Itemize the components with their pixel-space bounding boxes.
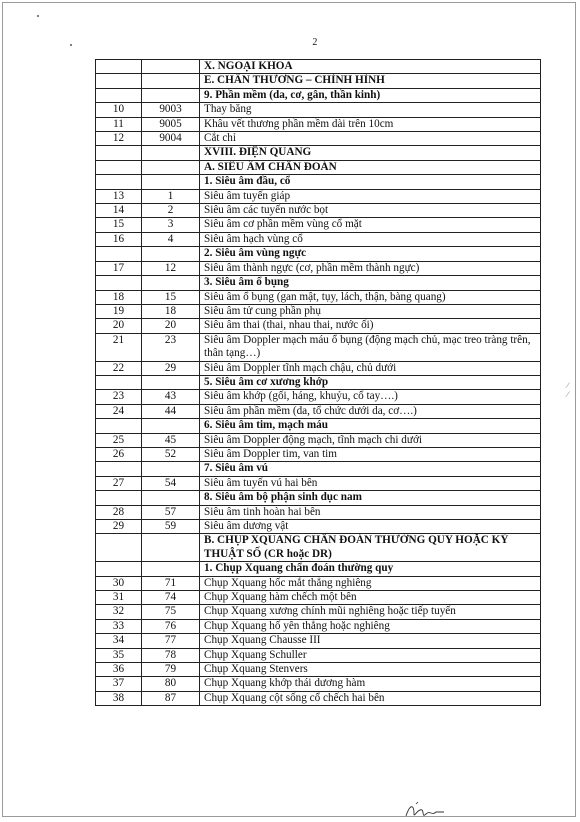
row-number-cell [96, 375, 142, 389]
row-number-cell [96, 534, 142, 562]
section-heading-row [96, 247, 541, 261]
service-name-cell: Siêu âm phần mềm (da, tổ chức dưới da, cơ….) [200, 404, 541, 418]
service-code-cell [142, 419, 200, 433]
table-row [96, 117, 541, 131]
section-heading-row [96, 74, 541, 88]
service-name-cell: Siêu âm Doppler tĩnh mạch chậu, chủ dưới [200, 361, 541, 375]
service-name-cell: Cắt chỉ [200, 132, 541, 146]
service-name-cell: Chụp Xquang Chausse III [200, 634, 541, 648]
service-code-cell [142, 175, 200, 189]
service-code-cell: 78 [142, 648, 200, 662]
service-code-cell: 23 [142, 333, 200, 361]
section-heading-cell: XVIII. ĐIỆN QUANG [200, 146, 541, 160]
service-name-cell: Chụp Xquang Schuller [200, 648, 541, 662]
section-heading-row [96, 88, 541, 102]
section-heading-row [96, 175, 541, 189]
service-name-cell: Thay băng [200, 103, 541, 117]
service-code-cell: 76 [142, 619, 200, 633]
table-row [96, 505, 541, 519]
service-code-cell: 75 [142, 605, 200, 619]
service-name-cell: Siêu âm Doppler động mạch, tĩnh mạch chi dưới [200, 433, 541, 447]
service-code-cell [142, 146, 200, 160]
row-number-cell: 34 [96, 634, 142, 648]
section-heading-row [96, 160, 541, 174]
table-row [96, 218, 541, 232]
service-code-cell [142, 534, 200, 562]
service-name-cell: Siêu âm Doppler mạch máu ổ bụng (động mạch chủ, mạc treo tràng trên, thân tạng…) [200, 333, 541, 361]
service-name-cell: Siêu âm tuyến vú hai bên [200, 476, 541, 490]
table-row [96, 591, 541, 605]
table-row [96, 304, 541, 318]
service-code-cell: 43 [142, 390, 200, 404]
section-heading-row [96, 562, 541, 576]
row-number-cell [96, 247, 142, 261]
row-number-cell: 33 [96, 619, 142, 633]
service-code-cell [142, 247, 200, 261]
service-name-cell: Siêu âm khớp (gối, háng, khuỷu, cổ tay….) [200, 390, 541, 404]
row-number-cell [96, 175, 142, 189]
margin-mark: ⁄ ⁄ [567, 381, 569, 399]
table-row [96, 648, 541, 662]
service-name-cell: Chụp Xquang hàm chếch một bên [200, 591, 541, 605]
table-row [96, 333, 541, 361]
row-number-cell: 36 [96, 663, 142, 677]
service-name-cell: Chụp Xquang hốc mắt thẳng nghiêng [200, 576, 541, 590]
row-number-cell: 30 [96, 576, 142, 590]
section-heading-cell: A. SIÊU ÂM CHẨN ĐOÁN [200, 160, 541, 174]
row-number-cell: 11 [96, 117, 142, 131]
service-name-cell: Chụp Xquang khớp thái dương hàm [200, 677, 541, 691]
section-heading-row [96, 534, 541, 562]
service-name-cell: Khâu vết thương phần mềm dài trên 10cm [200, 117, 541, 131]
table-row [96, 433, 541, 447]
service-code-cell: 12 [142, 261, 200, 275]
service-code-cell: 18 [142, 304, 200, 318]
service-name-cell: Siêu âm Doppler tim, van tim [200, 447, 541, 461]
row-number-cell: 35 [96, 648, 142, 662]
row-number-cell [96, 160, 142, 174]
section-heading-row [96, 146, 541, 160]
row-number-cell: 25 [96, 433, 142, 447]
service-name-cell: Siêu âm tuyến giáp [200, 189, 541, 203]
service-code-cell: 4 [142, 232, 200, 246]
section-heading-row [96, 60, 541, 74]
row-number-cell: 28 [96, 505, 142, 519]
row-number-cell [96, 74, 142, 88]
row-number-cell: 19 [96, 304, 142, 318]
service-code-cell: 71 [142, 576, 200, 590]
service-code-cell [142, 88, 200, 102]
table-row [96, 290, 541, 304]
service-code-cell: 44 [142, 404, 200, 418]
row-number-cell: 38 [96, 691, 142, 705]
table-row [96, 189, 541, 203]
table-row [96, 576, 541, 590]
row-number-cell: 14 [96, 204, 142, 218]
service-code-cell: 57 [142, 505, 200, 519]
service-code-cell: 77 [142, 634, 200, 648]
scan-speck [37, 15, 39, 17]
row-number-cell: 29 [96, 520, 142, 534]
row-number-cell: 21 [96, 333, 142, 361]
service-code-cell [142, 462, 200, 476]
row-number-cell: 10 [96, 103, 142, 117]
table-row [96, 261, 541, 275]
table-row [96, 103, 541, 117]
service-code-cell: 9004 [142, 132, 200, 146]
table-row [96, 404, 541, 418]
service-code-cell [142, 60, 200, 74]
service-code-cell: 79 [142, 663, 200, 677]
service-code-cell [142, 375, 200, 389]
service-name-cell: Chụp Xquang Stenvers [200, 663, 541, 677]
row-number-cell: 18 [96, 290, 142, 304]
table-row [96, 663, 541, 677]
row-number-cell: 26 [96, 447, 142, 461]
row-number-cell [96, 60, 142, 74]
row-number-cell: 15 [96, 218, 142, 232]
service-code-cell: 29 [142, 361, 200, 375]
table-row [96, 677, 541, 691]
service-code-cell: 3 [142, 218, 200, 232]
table-row [96, 390, 541, 404]
section-heading-cell: 8. Siêu âm bộ phận sinh dục nam [200, 491, 541, 505]
row-number-cell: 24 [96, 404, 142, 418]
section-heading-cell: X. NGOẠI KHOA [200, 60, 541, 74]
row-number-cell [96, 419, 142, 433]
service-name-cell: Siêu âm ổ bụng (gan mật, tụy, lách, thận, bàng quang) [200, 290, 541, 304]
service-code-cell: 45 [142, 433, 200, 447]
section-heading-row [96, 419, 541, 433]
row-number-cell [96, 146, 142, 160]
service-code-cell [142, 562, 200, 576]
service-code-cell: 9005 [142, 117, 200, 131]
service-code-cell: 1 [142, 189, 200, 203]
service-name-cell: Siêu âm tinh hoàn hai bên [200, 505, 541, 519]
service-code-cell: 52 [142, 447, 200, 461]
section-heading-cell: 2. Siêu âm vùng ngực [200, 247, 541, 261]
row-number-cell [96, 491, 142, 505]
table-row [96, 204, 541, 218]
section-heading-cell: 6. Siêu âm tim, mạch máu [200, 419, 541, 433]
row-number-cell: 32 [96, 605, 142, 619]
table-row [96, 520, 541, 534]
table-row [96, 476, 541, 490]
row-number-cell: 23 [96, 390, 142, 404]
section-heading-cell: 1. Chụp Xquang chẩn đoán thường quy [200, 562, 541, 576]
table-row [96, 619, 541, 633]
service-code-cell: 80 [142, 677, 200, 691]
table-row [96, 634, 541, 648]
row-number-cell: 16 [96, 232, 142, 246]
service-code-cell: 54 [142, 476, 200, 490]
table-row [96, 361, 541, 375]
row-number-cell: 20 [96, 319, 142, 333]
section-heading-cell: 3. Siêu âm ổ bụng [200, 276, 541, 290]
section-heading-row [96, 375, 541, 389]
service-name-cell: Chụp Xquang cột sống cổ chếch hai bên [200, 691, 541, 705]
table-row [96, 691, 541, 705]
section-heading-row [96, 276, 541, 290]
section-heading-cell: 5. Siêu âm cơ xương khớp [200, 375, 541, 389]
row-number-cell: 27 [96, 476, 142, 490]
service-code-cell [142, 491, 200, 505]
row-number-cell [96, 276, 142, 290]
table-row [96, 447, 541, 461]
service-name-cell: Siêu âm các tuyến nước bọt [200, 204, 541, 218]
row-number-cell: 13 [96, 189, 142, 203]
row-number-cell [96, 88, 142, 102]
service-code-cell: 87 [142, 691, 200, 705]
service-name-cell: Siêu âm tử cung phần phụ [200, 304, 541, 318]
signature-mark [402, 800, 446, 822]
row-number-cell [96, 462, 142, 476]
service-code-cell: 59 [142, 520, 200, 534]
service-code-cell: 9003 [142, 103, 200, 117]
service-name-cell: Siêu âm cơ phần mềm vùng cổ mặt [200, 218, 541, 232]
section-heading-cell: E. CHẤN THƯƠNG – CHỈNH HÌNH [200, 74, 541, 88]
row-number-cell: 37 [96, 677, 142, 691]
service-code-cell [142, 276, 200, 290]
section-heading-cell: 7. Siêu âm vú [200, 462, 541, 476]
service-name-cell: Siêu âm thai (thai, nhau thai, nước ối) [200, 319, 541, 333]
services-table [95, 59, 541, 706]
section-heading-cell: 9. Phần mềm (da, cơ, gân, thần kinh) [200, 88, 541, 102]
service-name-cell: Siêu âm hạch vùng cổ [200, 232, 541, 246]
row-number-cell: 22 [96, 361, 142, 375]
table-row [96, 232, 541, 246]
service-code-cell [142, 160, 200, 174]
service-name-cell: Chụp Xquang hố yên thẳng hoặc nghiêng [200, 619, 541, 633]
page-number: 2 [312, 37, 318, 48]
section-heading-cell: 1. Siêu âm đầu, cổ [200, 175, 541, 189]
service-code-cell [142, 74, 200, 88]
section-heading-cell: B. CHỤP XQUANG CHẨN ĐOÁN THƯỜNG QUY HOẶC KỸ THUẬT SỐ (CR hoặc DR) [200, 534, 541, 562]
row-number-cell [96, 562, 142, 576]
table-row [96, 132, 541, 146]
row-number-cell: 12 [96, 132, 142, 146]
service-name-cell: Siêu âm dương vật [200, 520, 541, 534]
table-row [96, 319, 541, 333]
row-number-cell: 31 [96, 591, 142, 605]
service-name-cell: Chụp Xquang xương chính mũi nghiêng hoặc tiếp tuyến [200, 605, 541, 619]
service-code-cell: 15 [142, 290, 200, 304]
section-heading-row [96, 462, 541, 476]
service-code-cell: 20 [142, 319, 200, 333]
section-heading-row [96, 491, 541, 505]
service-code-cell: 2 [142, 204, 200, 218]
service-name-cell: Siêu âm thành ngực (cơ, phần mềm thành ngực) [200, 261, 541, 275]
table-row [96, 605, 541, 619]
row-number-cell: 17 [96, 261, 142, 275]
service-code-cell: 74 [142, 591, 200, 605]
